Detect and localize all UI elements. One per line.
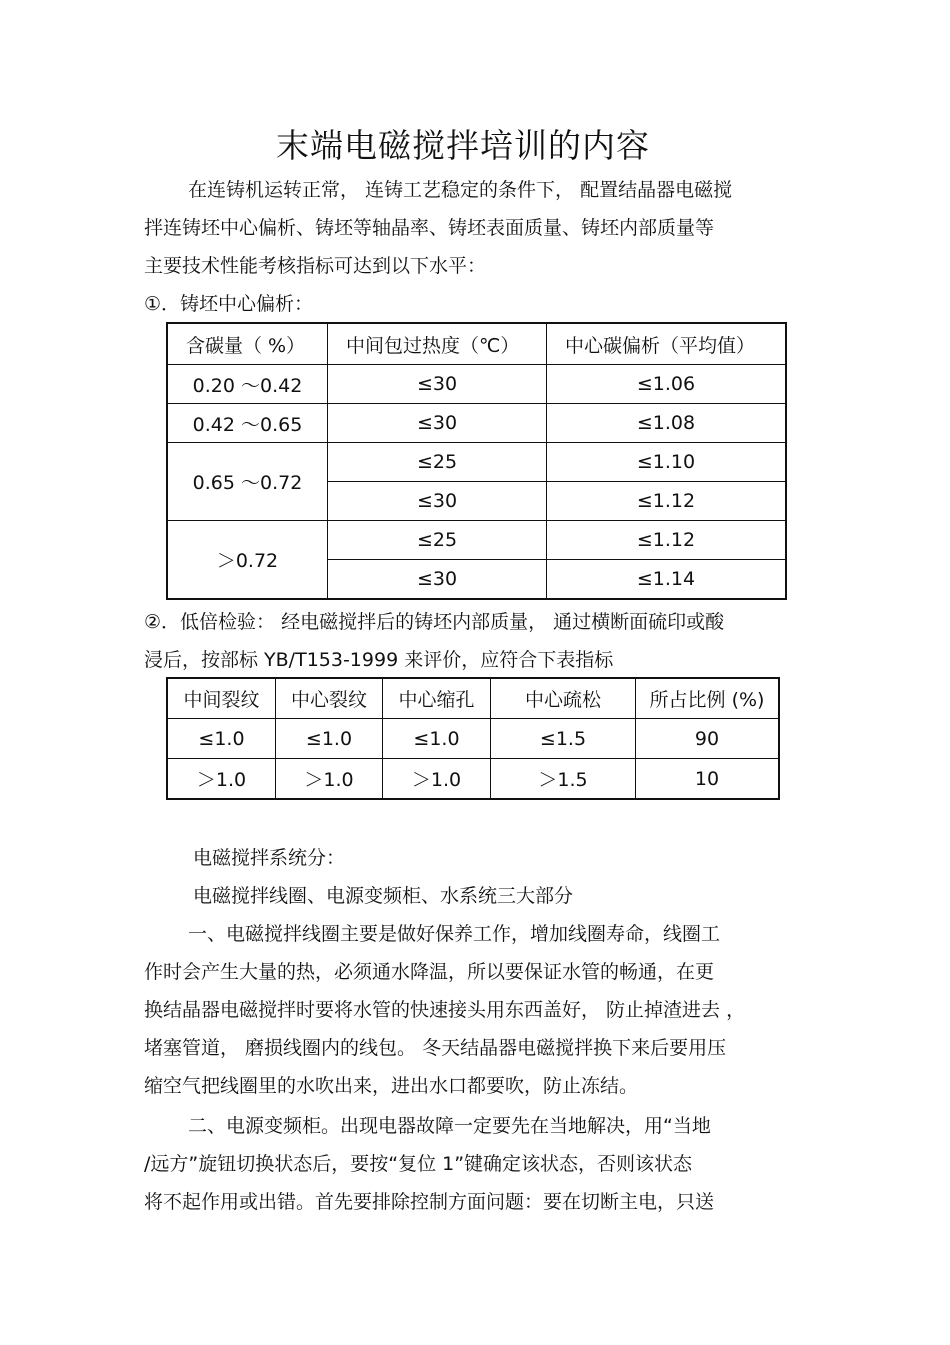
page-title: 末端电磁搅拌培训的内容 [276,126,650,165]
carbon-cell: 0.65 ～0.72 [167,443,328,521]
table-cell: ≤1.0 [276,719,383,759]
header-ratio: 所占比例 (%) [636,678,780,719]
superheat-cell: ≤30 [328,560,547,600]
header-intermediate-crack: 中间裂纹 [167,678,276,719]
table-header-row [167,678,779,719]
superheat-cell: ≤30 [328,404,547,443]
carbon-cell: 0.20 ～0.42 [167,365,328,404]
segregation-cell: ≤1.12 [547,521,787,560]
table-cell: ≤1.0 [167,719,276,759]
header-segregation: 中心碳偏析（平均值） [547,323,787,365]
segregation-cell: ≤1.06 [547,365,787,404]
para2-line-1: 二、电源变频柜。出现电器故障一定要先在当地解决，用“当地 [188,1115,711,1137]
table-cell: 90 [636,719,780,759]
carbon-cell: ＞0.72 [167,521,328,600]
para1-line-4: 堵塞管道， 磨损线圈内的线包。 冬天结晶器电磁搅拌换下来后要用压 [144,1037,727,1059]
table-row [167,521,786,560]
intro-line-3: 主要技术性能考核指标可达到以下水平： [144,255,487,277]
segregation-cell: ≤1.10 [547,443,787,482]
header-carbon: 含碳量（ %） [167,323,328,365]
segregation-cell: ≤1.12 [547,482,787,521]
table-row [167,404,786,443]
section-2-line-2: 浸后，按部标 YB/T153-1999 来评价，应符合下表指标 [144,649,614,671]
table-row [167,365,786,404]
table-cell: ＞1.0 [167,759,276,800]
segregation-cell: ≤1.14 [547,560,787,600]
table-cell: ＞1.0 [276,759,383,800]
table-header-row [167,323,786,365]
section-2-line-1: ②．低倍检验： 经电磁搅拌后的铸坯内部质量， 通过横断面硫印或酸 [144,611,725,633]
para2-line-2: /远方”旋钮切换状态后，要按“复位 1”键确定该状态，否则该状态 [144,1153,693,1175]
section-1-heading: ①．铸坯中心偏析： [144,293,314,315]
table-row [167,759,779,800]
table-cell: ＞1.0 [383,759,491,800]
table-row [167,719,779,759]
header-center-shrinkage: 中心缩孔 [383,678,491,719]
header-center-crack: 中心裂纹 [276,678,383,719]
para2-line-3: 将不起作用或出错。首先要排除控制方面问题：要在切断主电，只送 [144,1191,715,1213]
intro-line-1: 在连铸机运转正常， 连铸工艺稳定的条件下， 配置结晶器电磁搅 [188,179,733,201]
system-title: 电磁搅拌系统分： [193,847,346,869]
header-superheat: 中间包过热度（℃） [328,323,547,365]
system-parts: 电磁搅拌线圈、电源变频柜、水系统三大部分 [193,885,574,907]
superheat-cell: ≤25 [328,521,547,560]
segregation-cell: ≤1.08 [547,404,787,443]
center-segregation-table [166,322,787,600]
header-center-porosity: 中心疏松 [491,678,636,719]
superheat-cell: ≤30 [328,365,547,404]
table-cell: ≤1.5 [491,719,636,759]
para1-line-3: 换结晶器电磁搅拌时要将水管的快速接头用东西盖好， 防止掉渣进去 ， [144,999,746,1021]
carbon-cell: 0.42 ～0.65 [167,404,328,443]
table-cell: ＞1.5 [491,759,636,800]
table-row [167,443,786,482]
superheat-cell: ≤25 [328,443,547,482]
macro-inspection-table [166,677,780,800]
para1-line-5: 缩空气把线圈里的水吹出来，进出水口都要吹，防止冻结。 [144,1075,639,1097]
intro-line-2: 拌连铸坯中心偏析、铸坯等轴晶率、铸坯表面质量、铸坯内部质量等 [144,217,715,239]
superheat-cell: ≤30 [328,482,547,521]
para1-line-1: 一、电磁搅拌线圈主要是做好保养工作，增加线圈寿命，线圈工 [188,923,721,945]
table-cell: 10 [636,759,780,800]
para1-line-2: 作时会产生大量的热，必须通水降温，所以要保证水管的畅通，在更 [144,961,715,983]
table-cell: ≤1.0 [383,719,491,759]
